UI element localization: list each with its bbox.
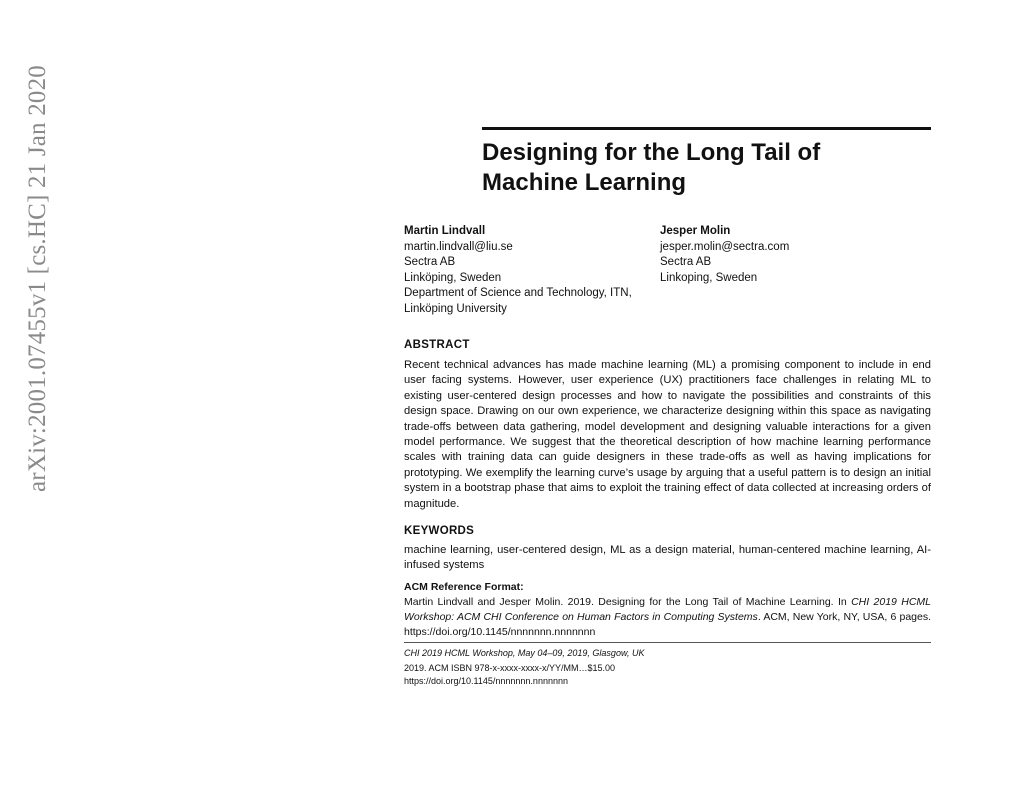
author-university: Linköping University: [404, 302, 507, 315]
author-block-2: [660, 224, 931, 286]
author-email[interactable]: jesper.molin@sectra.com: [660, 240, 790, 253]
author-department: Department of Science and Technology, ITN,: [404, 287, 632, 299]
paper-title: [482, 138, 931, 198]
acm-reference-venue: CHI 2019 HCML Workshop: ACM CHI Conference on Human Factors in Computing Systems: [404, 596, 932, 623]
arxiv-identifier-text: arXiv:2001.07455v1 [cs.HC] 21 Jan 2020: [24, 65, 51, 492]
footer-doi[interactable]: https://doi.org/10.1145/nnnnnnn.nnnnnnn: [404, 676, 568, 686]
author-block-1: [404, 224, 654, 317]
title-rule: [482, 127, 931, 130]
acm-reference-prefix: Martin Lindvall and Jesper Molin. 2019. Designing for the Long Tail of Machine Learning. In: [404, 596, 852, 608]
paper-title-line-1: Designing for the Long Tail of: [482, 139, 821, 166]
footer-isbn: 2019. ACM ISBN 978-x-xxxx-xxxx-x/YY/MM…$15.00: [404, 663, 616, 673]
acm-reference-text: [404, 595, 931, 640]
acm-reference-heading: ACM Reference Format:: [404, 581, 524, 593]
abstract-text: Recent technical advances has made machine learning (ML) a promising component to include in end user facing systems. However, user experience (UX) practitioners face challenges in relating ML to existing user-centered design processes and how to navigate the possibilities and constraints of this design space. Drawing on our own experience, we characterize designing within this space as navigating trade-offs between data gathering, model development and designing valuable interactions for a given model performance. We suggest that the theoretical description of how machine learning performance scales with training data can guide designers in these trade-offs as well as having implications for prototyping. We exemplify the learning curve’s usage by arguing that a useful pattern is to design an initial system in a bootstrap phase that aims to exploit the training effect of data collected at increasing orders of magnitude.: [404, 359, 931, 510]
author-name: Jesper Molin: [660, 225, 731, 237]
paper-title-line-2: Machine Learning: [482, 169, 687, 196]
author-affiliation: Sectra AB: [660, 256, 712, 268]
keywords-heading: KEYWORDS: [404, 525, 475, 537]
author-location: Linkoping, Sweden: [660, 271, 758, 284]
author-name: Martin Lindvall: [404, 225, 486, 237]
copyright-footer: [404, 647, 931, 688]
arxiv-identifier-stamp: [14, 30, 58, 500]
keywords-text: machine learning, user-centered design, ML as a design material, human-centered machine learning, AI-infused systems: [404, 544, 931, 572]
footer-rule: [404, 642, 931, 643]
abstract-heading: ABSTRACT: [404, 339, 470, 351]
author-affiliation: Sectra AB: [404, 256, 456, 268]
acm-reference-suffix: . ACM, New York, NY, USA, 6 pages. https://doi.org/10.1145/nnnnnnn.nnnnnnn: [404, 611, 931, 638]
author-location: Linköping, Sweden: [404, 271, 502, 284]
author-email[interactable]: martin.lindvall@liu.se: [404, 240, 513, 253]
footer-venue: CHI 2019 HCML Workshop, May 04–09, 2019, Glasgow, UK: [404, 648, 645, 658]
